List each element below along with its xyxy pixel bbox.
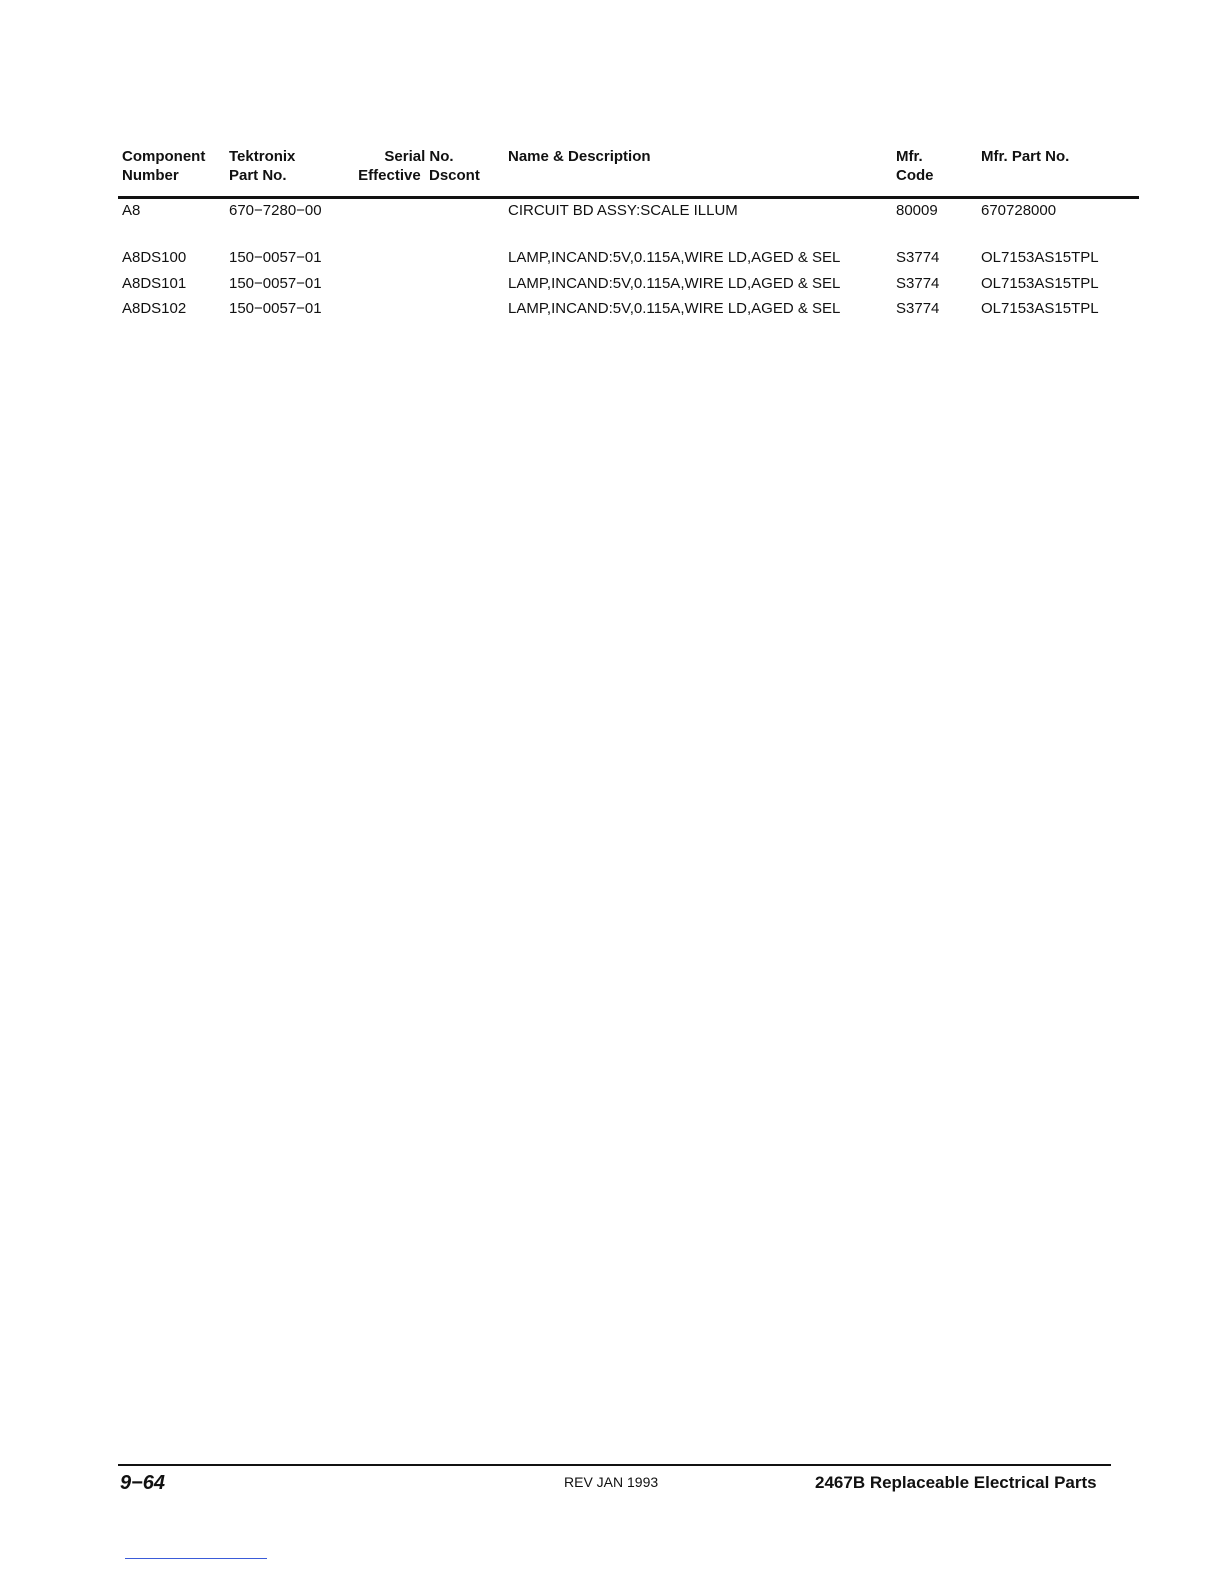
header-component-line2: Number	[122, 167, 179, 184]
page-number: 9−64	[120, 1472, 166, 1494]
header-mfr-part-line1: Mfr. Part No.	[981, 148, 1070, 165]
document-title: 2467B Replaceable Electrical Parts	[815, 1473, 1097, 1492]
mfr-code: S3774	[896, 275, 940, 292]
footer-divider	[118, 1464, 1111, 1466]
name-description: LAMP,INCAND:5V,0.115A,WIRE LD,AGED & SEL	[508, 249, 841, 266]
tektronix-part-no: 150−0057−01	[229, 275, 322, 292]
link-underline	[125, 1558, 267, 1559]
header-component-line1: Component	[122, 148, 206, 165]
header-mfr-code	[896, 147, 934, 185]
mfr-part-no: 670728000	[981, 202, 1057, 219]
header-tektronix-line2: Part No.	[229, 167, 287, 184]
mfr-code: S3774	[896, 300, 940, 317]
revision-date: REV JAN 1993	[564, 1474, 659, 1490]
header-mfr-part	[981, 147, 1069, 166]
header-name	[508, 147, 651, 166]
header-divider	[118, 196, 1139, 199]
mfr-part-no: OL7153AS15TPL	[981, 249, 1099, 266]
name-description: CIRCUIT BD ASSY:SCALE ILLUM	[508, 202, 738, 219]
header-serial	[354, 147, 484, 185]
component-number: A8	[122, 202, 141, 219]
tektronix-part-no: 670−7280−00	[229, 202, 322, 219]
tektronix-part-no: 150−0057−01	[229, 300, 322, 317]
mfr-code: S3774	[896, 249, 940, 266]
header-tektronix-line1: Tektronix	[229, 148, 296, 165]
mfr-part-no: OL7153AS15TPL	[981, 300, 1099, 317]
name-description: LAMP,INCAND:5V,0.115A,WIRE LD,AGED & SEL	[508, 275, 841, 292]
header-component	[122, 147, 205, 185]
tektronix-part-no: 150−0057−01	[229, 249, 322, 266]
header-mfr-code-line2: Code	[896, 167, 934, 184]
component-number: A8DS100	[122, 249, 187, 266]
mfr-part-no: OL7153AS15TPL	[981, 275, 1099, 292]
header-name-line1: Name & Description	[508, 148, 651, 165]
header-serial-line1: Serial No.	[384, 148, 454, 165]
component-number: A8DS102	[122, 300, 187, 317]
component-number: A8DS101	[122, 275, 187, 292]
header-serial-line2: Effective Dscont	[358, 167, 480, 184]
header-tektronix	[229, 147, 295, 185]
header-mfr-code-line1: Mfr.	[896, 148, 923, 165]
name-description: LAMP,INCAND:5V,0.115A,WIRE LD,AGED & SEL	[508, 300, 841, 317]
mfr-code: 80009	[896, 202, 938, 219]
